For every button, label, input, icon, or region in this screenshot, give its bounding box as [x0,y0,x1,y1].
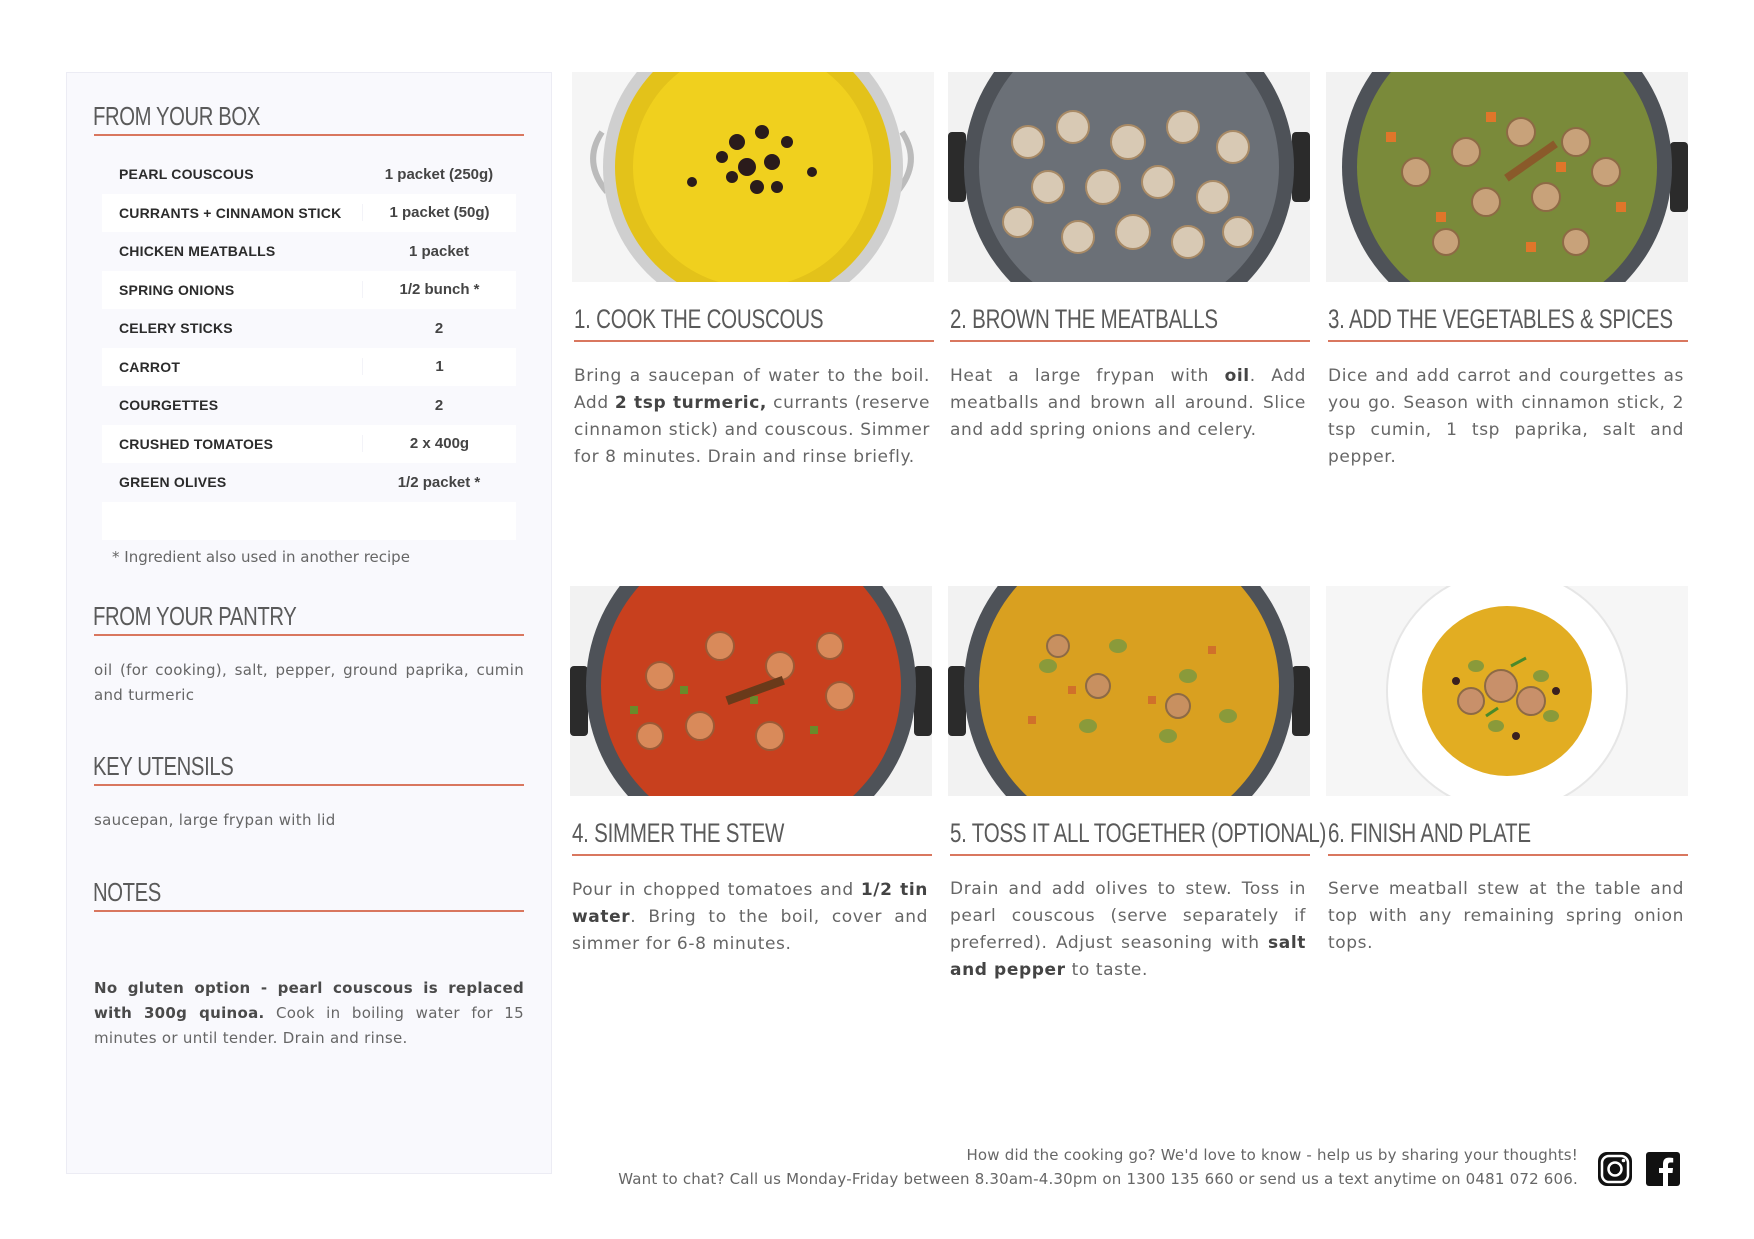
ingredient-qty: 1/2 bunch * [362,281,516,298]
from-your-pantry-rule [94,634,524,636]
step-text-part: . Bring to the boil, cover and simmer for 6-8 minutes. [572,907,928,954]
contact-line: Want to chat? Call us Monday-Friday between 8.30am-4.30pm on 1300 135 660 or send us a text anytime on 0481 072 606. [618,1170,1578,1188]
ingredient-row [102,386,516,425]
pantry-text: oil (for cooking), salt, pepper, ground paprika, cumin and turmeric [94,661,524,704]
step-5-text [950,876,1306,984]
ingredient-row [102,194,516,233]
notes-title: NOTES [93,877,161,907]
ingredient-qty: 1/2 packet * [397,473,481,491]
step-4-rule [572,854,932,856]
couscous-pot-image [572,72,934,282]
meatballs-pan-image [948,72,1310,282]
plated-dish-image [1326,586,1688,796]
key-utensils-rule [94,784,524,786]
step-5-rule [950,854,1310,856]
notes-body: Cook in boiling water for 15 minutes or until tender. Drain and rinse. [94,1004,524,1047]
step-text-part: to taste. [1065,960,1148,980]
step-text-part: . Add meatballs and brown all around. Slice and add spring onions and celery. [950,366,1306,440]
ingredient-qty: 1 packet [408,242,470,260]
ingredient-row [102,232,516,271]
ingredient-qty: 1 packet (50g) [362,204,516,221]
ingredient-name: CHICKEN MEATBALLS [119,243,276,260]
ingredient-row [102,309,516,348]
ingredient-name: GREEN OLIVES [119,474,227,491]
feedback-line: How did the cooking go? We'd love to know - help us by sharing your thoughts! [966,1146,1578,1164]
vegetables-pan-image [1326,72,1688,282]
step-3-photo [1326,72,1688,282]
step-3-title: 3. ADD THE VEGETABLES & SPICES [1328,304,1673,334]
step-5-title: 5. TOSS IT ALL TOGETHER (OPTIONAL) [950,818,1327,848]
notes-text [94,976,524,1051]
ingredient-name: COURGETTES [119,397,219,414]
step-5-photo [948,586,1310,796]
ingredient-row [102,463,516,502]
ingredient-name: CELERY STICKS [119,320,233,337]
step-4-title: 4. SIMMER THE STEW [572,818,785,848]
ingredient-name: CURRANTS + CINNAMON STICK [119,204,342,221]
step-1-photo [572,72,934,282]
step-1-text [574,363,930,471]
step-1-title: 1. COOK THE COUSCOUS [574,304,824,334]
step-text-bold: 2 tsp turmeric, [614,393,767,413]
step-text-bold: 1/2 tin water [572,880,928,927]
ingredient-row [102,271,516,310]
step-text-part: Pour in chopped tomatoes and [572,880,861,900]
step-1-rule [574,340,934,342]
from-your-box-title: FROM YOUR BOX [93,101,260,131]
step-6-title: 6. FINISH AND PLATE [1328,818,1531,848]
ingredient-row [102,425,516,464]
notes-bold: No gluten option - pearl couscous is replaced with 300g quinoa. [94,979,524,1022]
ingredient-name: SPRING ONIONS [119,281,235,298]
facebook-icon[interactable] [1644,1150,1682,1188]
step-text-bold: oil [1224,366,1250,386]
ingredient-name: PEARL COUSCOUS [119,166,254,183]
step-2-photo [948,72,1310,282]
ingredient-row [102,348,516,387]
step-text-bold: salt and pepper [950,933,1306,980]
step-3-text: Dice and add carrot and courgettes as you go. Season with cinnamon stick, 2 tsp cumin, 1 tsp paprika, salt and pepper. [1328,366,1684,467]
step-4-photo [570,586,932,796]
ingredient-qty: 2 [434,396,444,414]
step-6-rule [1328,854,1688,856]
step-text-part: Heat a large frypan with [950,366,1225,386]
ingredient-row [102,502,516,541]
instagram-icon[interactable] [1596,1150,1634,1188]
toss-pot-image [948,586,1310,796]
step-text-part: Drain and add olives to stew. Toss in pearl couscous (serve separately if preferred). Adjust seasoning with [950,879,1306,953]
stew-pot-image [570,586,932,796]
step-2-text [950,363,1306,444]
ingredient-qty: 2 [434,319,444,337]
ingredient-name: CRUSHED TOMATOES [119,435,274,452]
step-2-title: 2. BROWN THE MEATBALLS [950,304,1218,334]
from-your-box-rule [94,134,524,136]
step-6-photo [1326,586,1688,796]
step-6-text: Serve meatball stew at the table and top with any remaining spring onion tops. [1328,879,1684,953]
notes-rule [94,910,524,912]
step-4-text [572,877,928,958]
ingredient-qty: 2 x 400g [362,435,516,452]
utensils-text: saucepan, large frypan with lid [94,811,336,829]
ingredients-panel [66,72,552,1174]
ingredient-qty: 1 [362,358,516,375]
step-text-part: Bring a saucepan of water to the boil. Add [574,366,930,413]
step-text-part: currants (reserve cinnamon stick) and couscous. Simmer for 8 minutes. Drain and rinse briefly. [574,393,930,467]
step-2-rule [950,340,1310,342]
ingredient-table [102,155,516,540]
from-your-pantry-title: FROM YOUR PANTRY [93,601,297,631]
ingredient-qty: 1 packet (250g) [384,165,494,183]
step-3-rule [1328,340,1688,342]
ingredient-name: CARROT [119,358,181,375]
ingredient-row [102,155,516,194]
ingredient-footnote: * Ingredient also used in another recipe [112,548,410,566]
key-utensils-title: KEY UTENSILS [93,751,234,781]
